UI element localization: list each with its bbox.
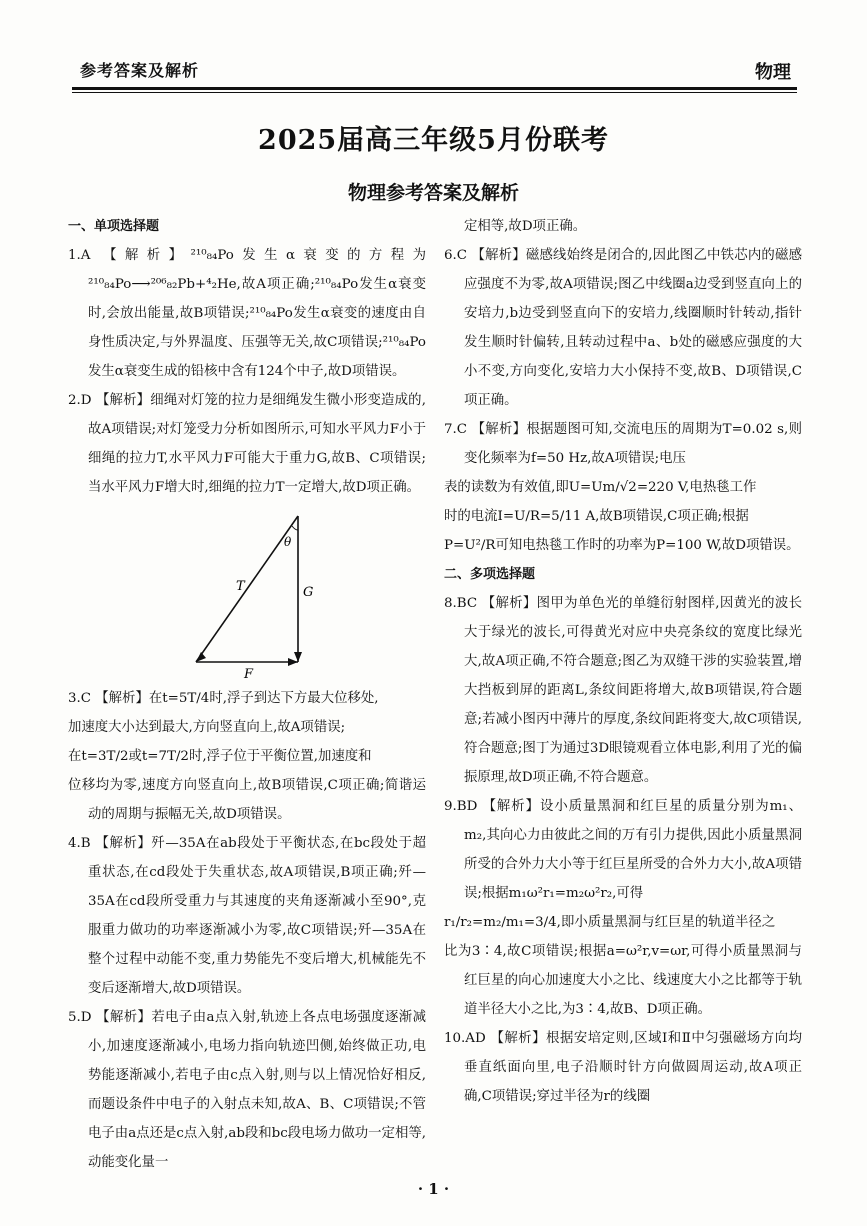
left-column: [68, 212, 426, 1177]
theta-label: θ: [284, 535, 292, 549]
answer-5-continued: 定相等,故D项正确。: [464, 219, 587, 234]
page-title: 2025届高三年级5月份联考: [258, 125, 609, 156]
header-rule: [72, 87, 797, 90]
answer-7-line-4: P=U²/R可知电热毯工作时的功率为P=100 W,故D项错误。: [444, 538, 800, 553]
header-rule-thin: [72, 92, 797, 93]
section-heading-single-choice: 一、单项选择题: [68, 219, 160, 234]
gravity-label: G: [303, 585, 314, 600]
answer-item-2: 2.D 【解析】细绳对灯笼的拉力是细绳发生微小形变造成的,故A项错误;对灯笼受力分析如图所示,可知水平风力F小于细绳的拉力T,水平风力F可能大于重力G,故B、C项错误;当水平风力F增大时,细绳的拉力T一定增大,故D项正确。: [68, 393, 426, 495]
answer-9-line-1: 9.BD 【解析】设小质量黑洞和红巨星的质量分别为m₁、m₂,其向心力由彼此之间的万有引力提供,因此小质量黑洞所受的合外力大小等于红巨星所受的合外力大小,故A项错误;根据m₁ω²r₁=m₂ω²r₂,可得: [444, 799, 802, 901]
right-column: [444, 212, 802, 1111]
tension-label: T: [236, 579, 245, 594]
answer-9-line-3: 比为3∶4,故C项错误;根据a=ω²r,v=ωr,可得小质量黑洞与红巨星的向心加速度大小之比、线速度大小之比都等于轨道半径大小之比,为3∶4,故B、D项正确。: [444, 944, 802, 1017]
force-diagram-svg: [188, 510, 348, 680]
answer-item-8: 8.BC 【解析】图甲为单色光的单缝衍射图样,因黄光的波长大于绿光的波长,可得黄光对应中央亮条纹的宽度比绿光大,故A项正确,不符合题意;图乙为双缝干涉的实验装置,增大挡板到屏的距离L,条纹间距将增大,故B项错误,符合题意;若减小图丙中薄片的厚度,条纹间距将变大,故C项错误,符合题意;图丁为通过3D眼镜观看立体电影,利用了光的偏振原理,故D项正确,不符合题意。: [444, 596, 802, 785]
answer-item-5: 5.D 【解析】若电子由a点入射,轨迹上各点电场强度逐渐减小,加速度逐渐减小,电场力指向轨迹凹侧,始终做正功,电势能逐渐减小,若电子由c点入射,则与以上情况恰好相反,而题设条件中电子的入射点未知,故A、B、C项错误;不管电子由a点还是c点入射,ab段和bc段电场力做功一定相等,动能变化量一: [68, 1010, 426, 1170]
answer-item-7: [444, 415, 802, 560]
answer-item-4: 4.B 【解析】歼—35A在ab段处于平衡状态,在bc段处于超重状态,在cd段处于失重状态,故A项错误,B项正确;歼—35A在cd段所受重力与其速度的夹角逐渐减小至90°,克服重力做功的功率逐渐减小为零,故C项错误;歼—35A在整个过程中动能不变,重力势能先不变后增大,机械能先不变后逐渐增大,故D项错误。: [68, 836, 426, 996]
answer-item-3: [68, 684, 426, 829]
section-heading-multi-choice: 二、多项选择题: [444, 567, 536, 582]
force-label: F: [244, 667, 254, 680]
answer-item-1: 1.A 【解析】²¹⁰₈₄Po发生α衰变的方程为²¹⁰₈₄Po⟶²⁰⁶₈₂Pb+⁴₂He,故A项正确;²¹⁰₈₄Po发生α衰变时,会放出能量,故B项错误;²¹⁰₈₄Po发生α衰变的速度由自身性质决定,与外界温度、压强等无关,故C项错误;²¹⁰₈₄Po发生α衰变生成的铅核中含有124个中子,故D项错误。: [68, 248, 426, 379]
force-diagram: [68, 510, 426, 680]
tension-vector: [196, 516, 298, 662]
force-arrowhead: [288, 658, 298, 666]
answer-7-line-1: 7.C 【解析】根据题图可知,交流电压的周期为T=0.02 s,则变化频率为f=50 Hz,故A项错误;电压: [444, 422, 802, 466]
header-subject-label: 物理: [755, 62, 791, 83]
answer-3-line-1: 3.C 【解析】在t=5T/4时,浮子到达下方最大位移处,: [68, 691, 379, 706]
tension-arrowhead: [196, 652, 206, 662]
answer-7-line-2: 表的读数为有效值,即U=Um/√2=220 V,电热毯工作: [444, 480, 757, 495]
header-left-label: 参考答案及解析: [80, 61, 200, 80]
page-subtitle: 物理参考答案及解析: [347, 182, 519, 204]
answer-9-line-2: r₁/r₂=m₂/m₁=3/4,即小质量黑洞与红巨星的轨道半径之: [444, 915, 776, 930]
answer-item-9: [444, 792, 802, 1024]
answer-item-6: 6.C 【解析】磁感线始终是闭合的,因此图乙中铁芯内的磁感应强度不为零,故A项错误;图乙中线圈a边受到竖直向上的安培力,b边受到竖直向下的安培力,线圈顺时针转动,指针发生顺时针偏转,且转动过程中a、b处的磁感应强度的大小不变,方向变化,安培力大小保持不变,故B、D项错误,C项正确。: [444, 248, 802, 408]
answer-3-line-3: 在t=3T/2或t=7T/2时,浮子位于平衡位置,加速度和: [68, 749, 372, 764]
answer-3-line-2: 加速度大小达到最大,方向竖直向上,故A项错误;: [68, 720, 346, 735]
answer-3-line-4: 位移均为零,速度方向竖直向上,故B项错误,C项正确;简谐运动的周期与振幅无关,故D项错误。: [68, 778, 426, 822]
answer-item-10: 10.AD 【解析】根据安培定则,区域Ⅰ和Ⅱ中匀强磁场方向均垂直纸面向里,电子沿顺时针方向做圆周运动,故A项正确,C项错误;穿过半径为r的线圈: [444, 1031, 802, 1104]
answer-7-line-3: 时的电流I=U/R=5/11 A,故B项错误,C项正确;根据: [444, 509, 749, 524]
angle-arc: [292, 526, 298, 530]
gravity-arrowhead: [294, 652, 302, 662]
page-number: · 1 ·: [417, 1180, 450, 1198]
